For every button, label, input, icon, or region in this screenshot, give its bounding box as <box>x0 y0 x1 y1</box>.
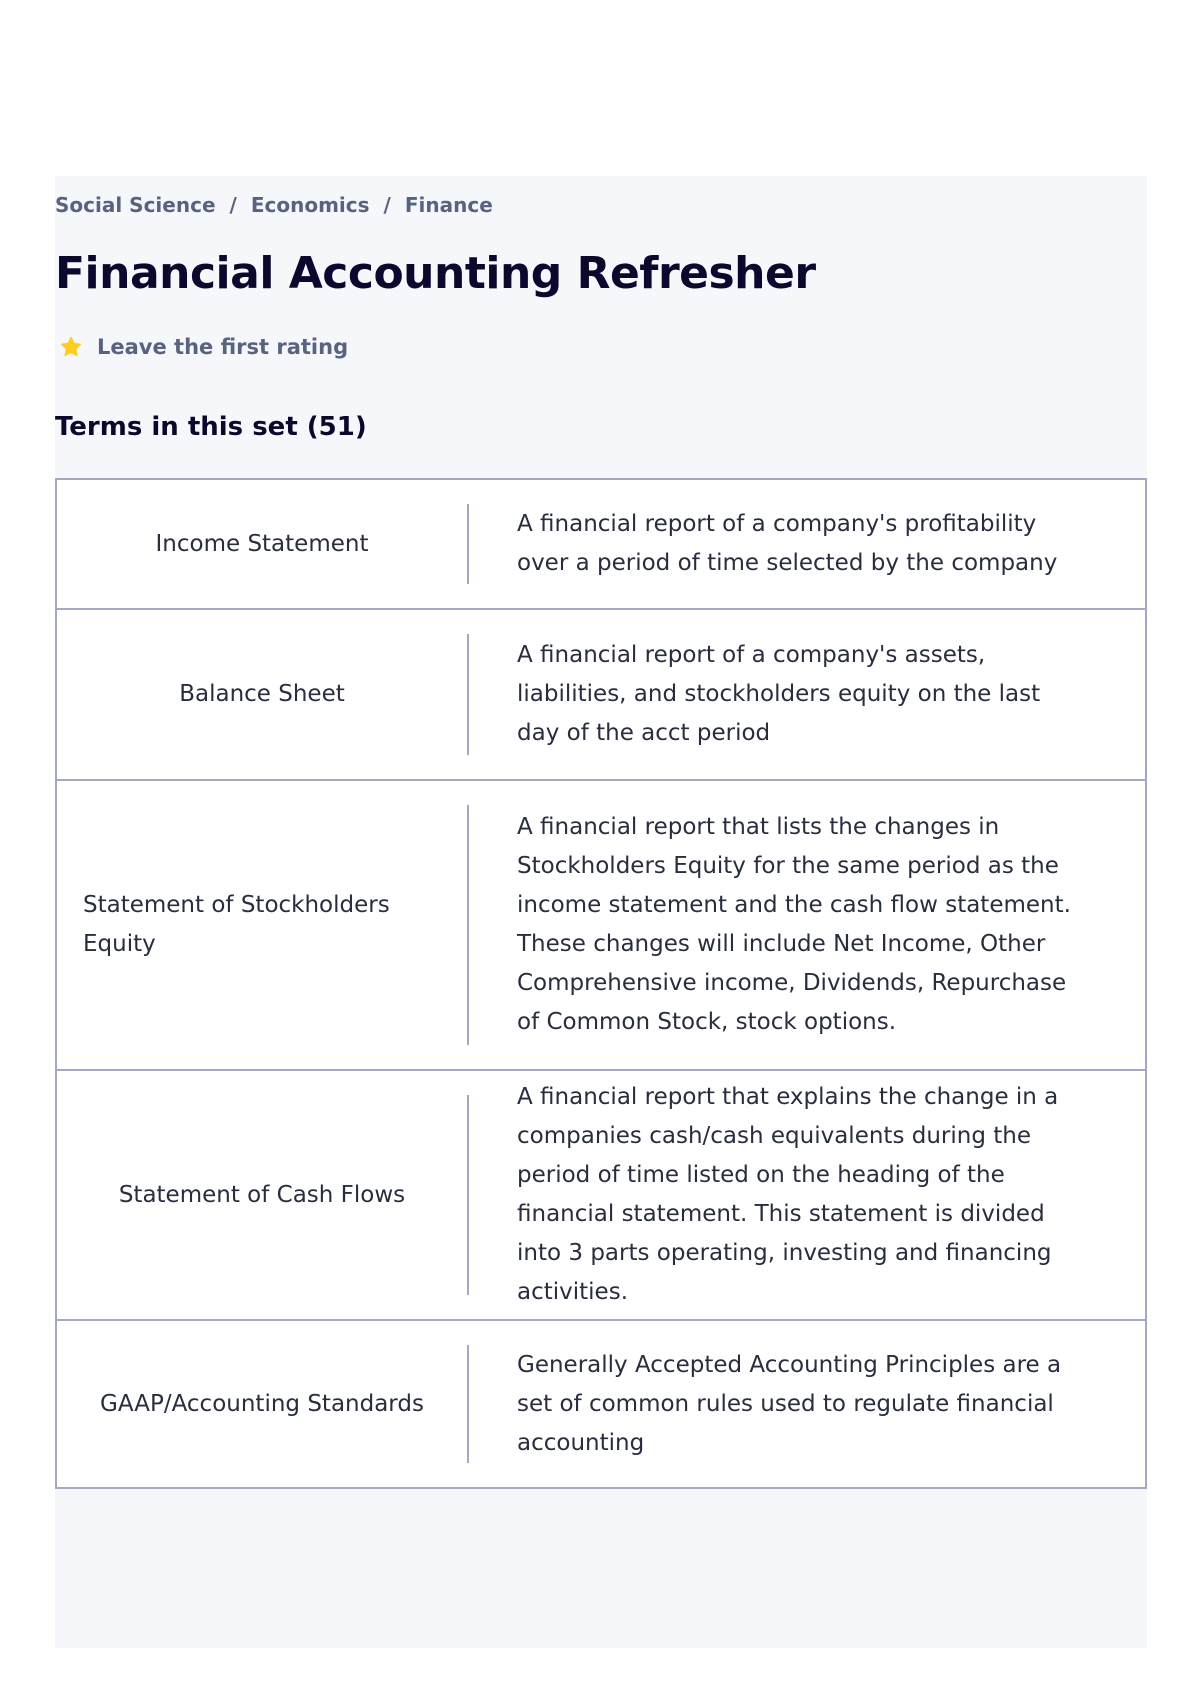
term-word <box>57 1095 469 1295</box>
term-word <box>57 504 469 584</box>
term-text: Statement of Stockholders Equity <box>83 892 390 957</box>
definition-text: A financial report that lists the changes in Stockholders Equity for the same period as the income statement and the cash flow statement. These changes will include Net Income, Other Comprehensive income, Dividends, Repurchase of Common Stock, stock options. <box>517 814 1071 1035</box>
definition-text: Generally Accepted Accounting Principles are a set of common rules used to regulate financial accounting <box>517 1351 1062 1456</box>
breadcrumb-link-economics[interactable]: Economics <box>250 193 370 217</box>
term-definition <box>469 781 1145 1069</box>
definition-text: A financial report of a company's assets, liabilities, and stockholders equity on the last day of the acct period <box>517 642 1041 746</box>
term-card <box>55 1069 1147 1319</box>
term-definition <box>469 1321 1145 1487</box>
star-icon <box>59 335 83 359</box>
definition-text: A financial report that explains the change in a companies cash/cash equivalents during the period of time listed on the heading of the financial statement. This statement is divided into 3 parts operating, investing and financing activities. <box>517 1084 1059 1305</box>
leave-rating-button[interactable] <box>59 332 348 362</box>
terms-list <box>55 478 1147 1489</box>
term-text: GAAP/Accounting Standards <box>100 1390 424 1417</box>
term-card <box>55 1319 1147 1489</box>
breadcrumb-link-social-science[interactable]: Social Science <box>55 193 216 217</box>
term-definition <box>469 610 1145 779</box>
term-text: Statement of Cash Flows <box>118 1181 406 1208</box>
rating-label: Leave the first rating <box>97 335 349 359</box>
term-card <box>55 779 1147 1069</box>
page-title: Financial Accounting Refresher <box>55 248 816 299</box>
terms-heading: Terms in this set (51) <box>55 412 367 442</box>
term-text: Balance Sheet <box>179 681 345 707</box>
term-text: Income Statement <box>155 530 369 557</box>
term-word <box>57 805 469 1045</box>
breadcrumb <box>55 190 493 220</box>
set-page-panel <box>55 176 1147 1648</box>
definition-text: A financial report of a company's profitability over a period of time selected by the company <box>517 511 1058 576</box>
term-definition <box>469 1071 1145 1319</box>
term-card <box>55 608 1147 779</box>
term-word <box>57 634 469 755</box>
term-word <box>57 1345 469 1463</box>
breadcrumb-separator: / <box>229 193 237 217</box>
term-definition <box>469 480 1145 608</box>
term-card <box>55 478 1147 608</box>
breadcrumb-link-finance[interactable]: Finance <box>404 193 493 217</box>
breadcrumb-separator: / <box>383 193 391 217</box>
